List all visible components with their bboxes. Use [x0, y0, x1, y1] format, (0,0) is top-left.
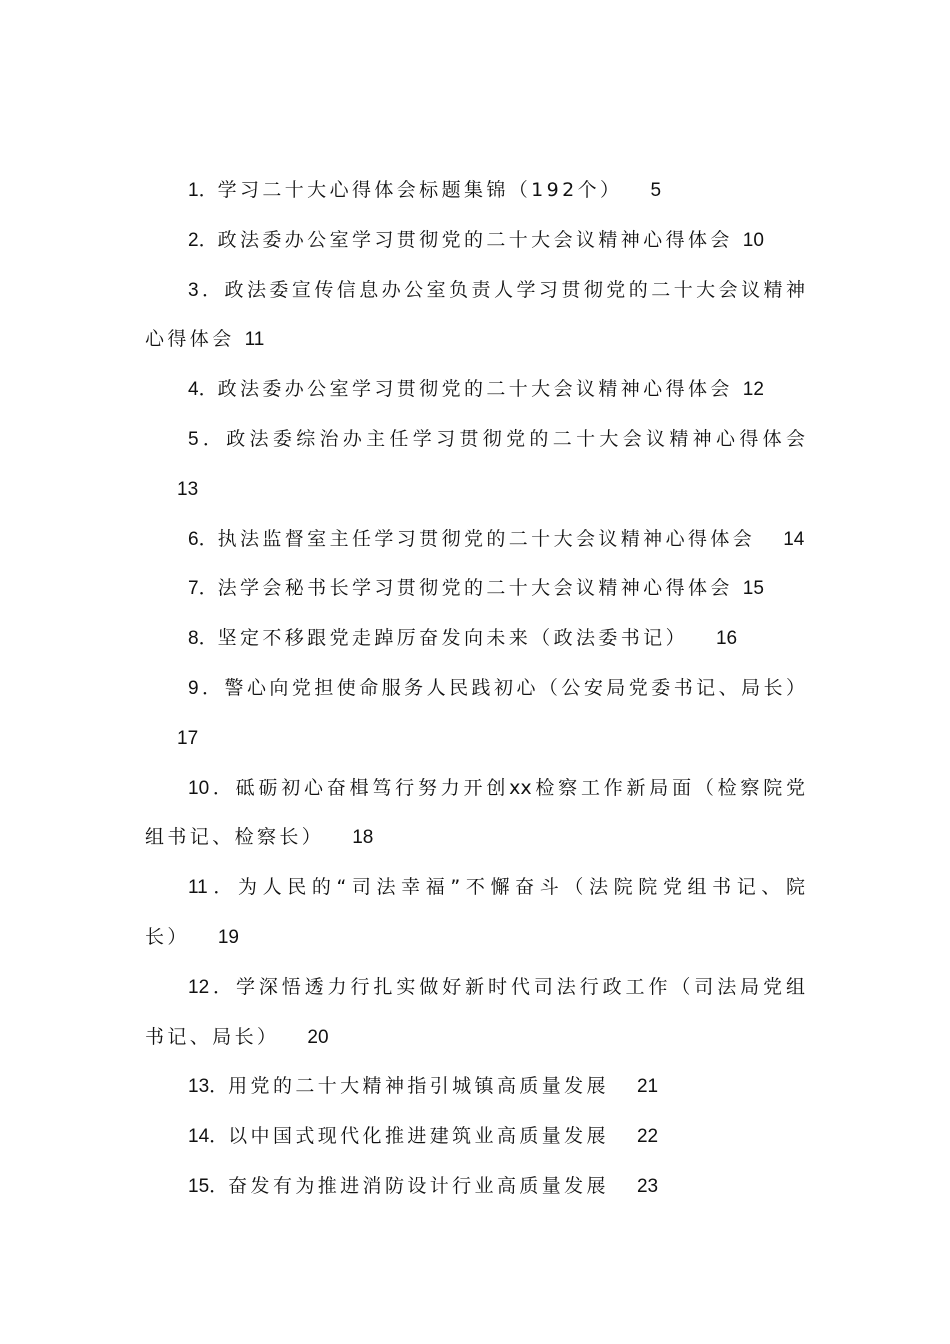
toc-entry-line[interactable] [188, 563, 764, 613]
toc-entry-line[interactable] [188, 165, 661, 215]
entry-title: 法学会秘书长学习贯彻党的二十大会议精神心得体会 [217, 577, 733, 600]
entry-number: 2． [188, 229, 218, 251]
entry-number: 12． [188, 976, 236, 998]
entry-title: 警心向党担使命服务人民践初心（公安局党委书记、局长） [224, 677, 805, 699]
entry-title: 砥砺初心奋楫笃行努力开创xx检察工作新局面（检察院党 [235, 776, 805, 799]
toc-entry-line[interactable] [188, 663, 805, 713]
page-number: 23 [636, 1176, 659, 1197]
entry-title: 坚定不移跟党走踔厉奋发向未来（政法委书记） [217, 627, 688, 650]
entry-number: 3． [188, 279, 225, 301]
page-number: 20 [307, 1026, 329, 1048]
entry-number: 10． [188, 777, 236, 799]
toc-entry-line[interactable] [188, 1111, 658, 1161]
entry-number: 9． [188, 678, 225, 699]
entry-title: 为人民的“司法幸福”不懈奋斗（法院院党组书记、院 [237, 876, 805, 899]
entry-title: 组书记、检察长） [145, 826, 325, 849]
toc-entry-line[interactable] [177, 713, 198, 763]
toc-entry-line[interactable] [145, 314, 264, 364]
toc-entry-line[interactable] [188, 1061, 658, 1111]
entry-title: 学深悟透力行扎实做好新时代司法行政工作（司法局党组 [235, 975, 805, 998]
entry-number: 4． [188, 379, 218, 401]
entry-title: 执法监督室主任学习贯彻党的二十大会议精神心得体会 [217, 527, 756, 550]
toc-entry-line[interactable] [188, 962, 805, 1012]
page-number: 22 [636, 1126, 659, 1148]
toc-entry-line[interactable] [145, 812, 373, 862]
page-number: 14 [783, 528, 805, 550]
toc-entry-line[interactable] [188, 763, 805, 813]
entry-title: 心得体会 [145, 328, 235, 351]
entry-number: 11． [188, 877, 238, 899]
entry-title: 用党的二十大精神指引城镇高质量发展 [228, 1075, 609, 1098]
toc-entry-line[interactable] [188, 613, 737, 663]
entry-title: 以中国式现代化推进建筑业高质量发展 [228, 1125, 609, 1148]
toc-entry-line[interactable] [188, 414, 805, 464]
entry-title: 长） [145, 926, 190, 948]
entry-title: 奋发有为推进消防设计行业高质量发展 [228, 1175, 609, 1197]
toc-entry-line[interactable] [188, 215, 764, 265]
page-number: 18 [352, 827, 374, 849]
toc-entry-line[interactable] [188, 862, 805, 912]
entry-title: 政法委宣传信息办公室负责人学习贯彻党的二十大会议精神 [224, 278, 805, 301]
toc-entry-line[interactable] [188, 514, 804, 564]
toc-entry-line[interactable] [177, 464, 198, 514]
entry-number: 14． [188, 1126, 229, 1148]
toc-entry-line[interactable] [188, 1161, 658, 1211]
entry-title: 书记、局长） [145, 1025, 280, 1048]
entry-title: 学习二十大心得体会标题集锦（192个） [217, 179, 623, 201]
entry-title: 政法委办公室学习贯彻党的二十大会议精神心得体会 [217, 378, 733, 401]
page-number: 10 [742, 229, 764, 251]
page-number: 19 [217, 927, 239, 948]
entry-number: 13． [188, 1076, 229, 1098]
entry-number: 7． [188, 578, 218, 600]
entry-number: 6． [188, 528, 218, 550]
page-number: 11 [244, 329, 265, 351]
page-number: 17 [177, 727, 199, 749]
entry-title: 政法委办公室学习贯彻党的二十大会议精神心得体会 [217, 228, 733, 251]
entry-number: 15． [188, 1176, 229, 1197]
entry-title: 政法委综治办主任学习贯彻党的二十大会议精神心得体会 [226, 428, 805, 450]
page-number: 12 [742, 379, 764, 401]
page-number: 15 [742, 578, 764, 600]
page-number: 5 [650, 180, 662, 201]
toc-entry-line[interactable] [145, 1012, 329, 1062]
toc-entry-line[interactable] [145, 912, 239, 962]
page-number: 16 [715, 628, 738, 650]
entry-number: 8． [188, 628, 218, 650]
entry-number: 1． [188, 180, 218, 201]
toc-entry-line[interactable] [188, 364, 764, 414]
toc-entry-line[interactable] [188, 265, 805, 315]
page-number: 13 [177, 478, 199, 500]
page-number: 21 [636, 1076, 659, 1098]
entry-number: 5． [188, 429, 227, 450]
